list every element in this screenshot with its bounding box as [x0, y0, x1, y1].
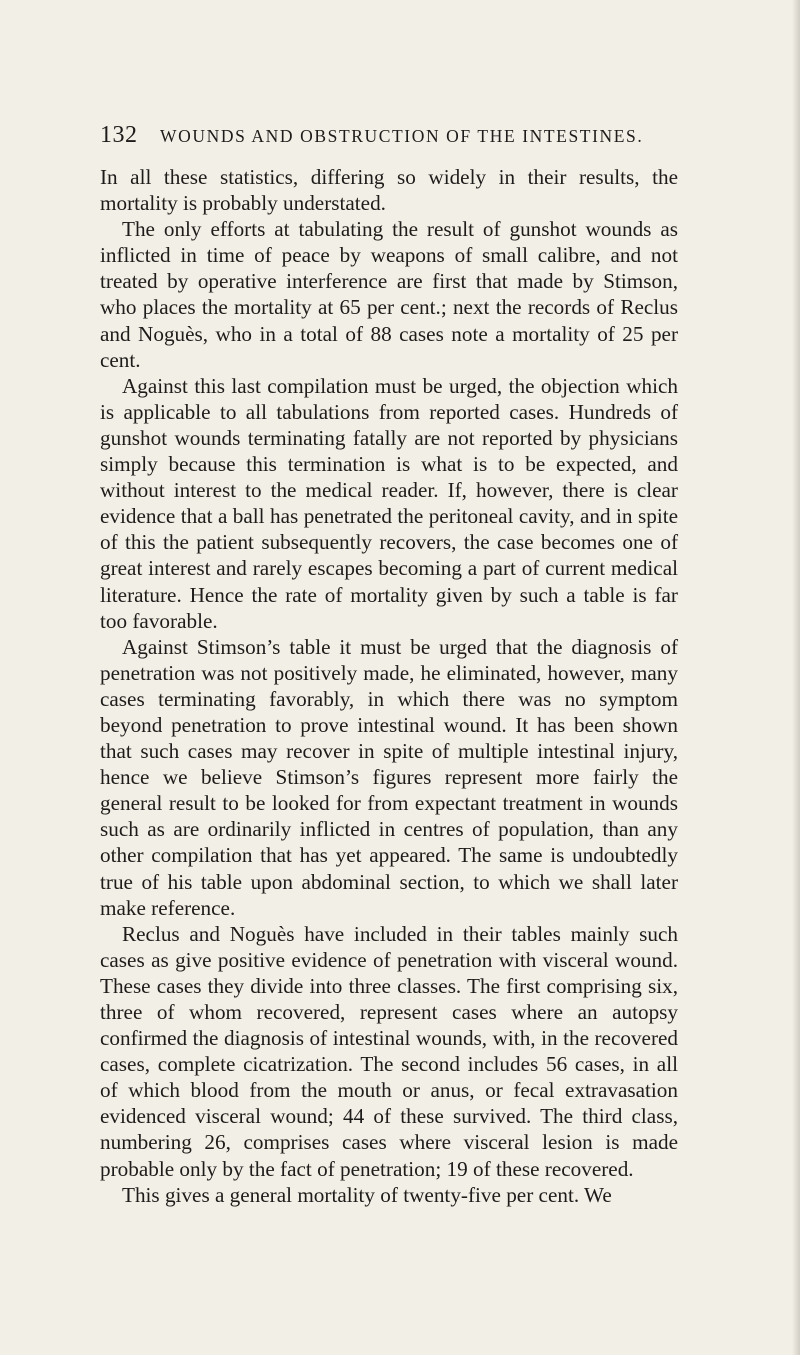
page-edge-shadow: [792, 0, 800, 1355]
paragraph: Against Stimson’s table it must be urged that the diagnosis of penetration was not positively made, he eliminated, however, many cases terminating favorably, in which there was no symptom beyond penetration to prove intestinal wound. It has been shown that such cases may recover in spite of multiple intestinal injury, hence we believe Stimson’s figures represent more fairly the general result to be looked for from expectant treatment in wounds such as are ordinarily inflicted in centres of population, than any other compilation that has yet appeared. The same is undoubtedly true of his table upon abdominal section, to which we shall later make reference.: [100, 634, 678, 920]
running-head: [100, 120, 680, 150]
paragraph: Reclus and Noguès have included in their tables mainly such cases as give positive evidence of penetration with visceral wound. These cases they divide into three classes. The first comprising six, three of whom recovered, represent cases where an autopsy confirmed the diagnosis of intestinal wounds, with, in the recovered cases, complete cicatrization. The second includes 56 cases, in all of which blood from the mouth or anus, or fecal extravasation evidenced visceral wound; 44 of these survived. The third class, numbering 26, comprises cases where visceral lesion is made probable only by the fact of penetration; 19 of these recovered.: [100, 921, 678, 1181]
running-title: WOUNDS AND OBSTRUCTION OF THE INTESTINES.: [160, 126, 644, 146]
page-number: 132: [100, 122, 138, 148]
body-text: [100, 164, 678, 1208]
paragraph: This gives a general mortality of twenty-five per cent. We: [122, 1182, 612, 1207]
paragraph: In all these statistics, differing so widely in their results, the mortality is probably understated.: [100, 165, 678, 216]
paragraph: The only efforts at tabulating the result of gunshot wounds as inflicted in time of peace by weapons of small calibre, and not treated by operative interference are first that made by Stimson, who places the mortality at 65 per cent.; next the records of Reclus and Noguès, who in a total of 88 cases note a mortality of 25 per cent.: [100, 217, 678, 372]
paragraph: Against this last compilation must be urged, the objection which is applicable to all tabulations from reported cases. Hundreds of gunshot wounds terminating fatally are not reported by physicians simply because this termination is what is to be expected, and without interest to the medical reader. If, however, there is clear evidence that a ball has penetrated the peritoneal cavity, and in spite of this the patient subsequently recovers, the case becomes one of great interest and rarely escapes becoming a part of current medical literature. Hence the rate of mortality given by such a table is far too favorable.: [100, 373, 678, 633]
